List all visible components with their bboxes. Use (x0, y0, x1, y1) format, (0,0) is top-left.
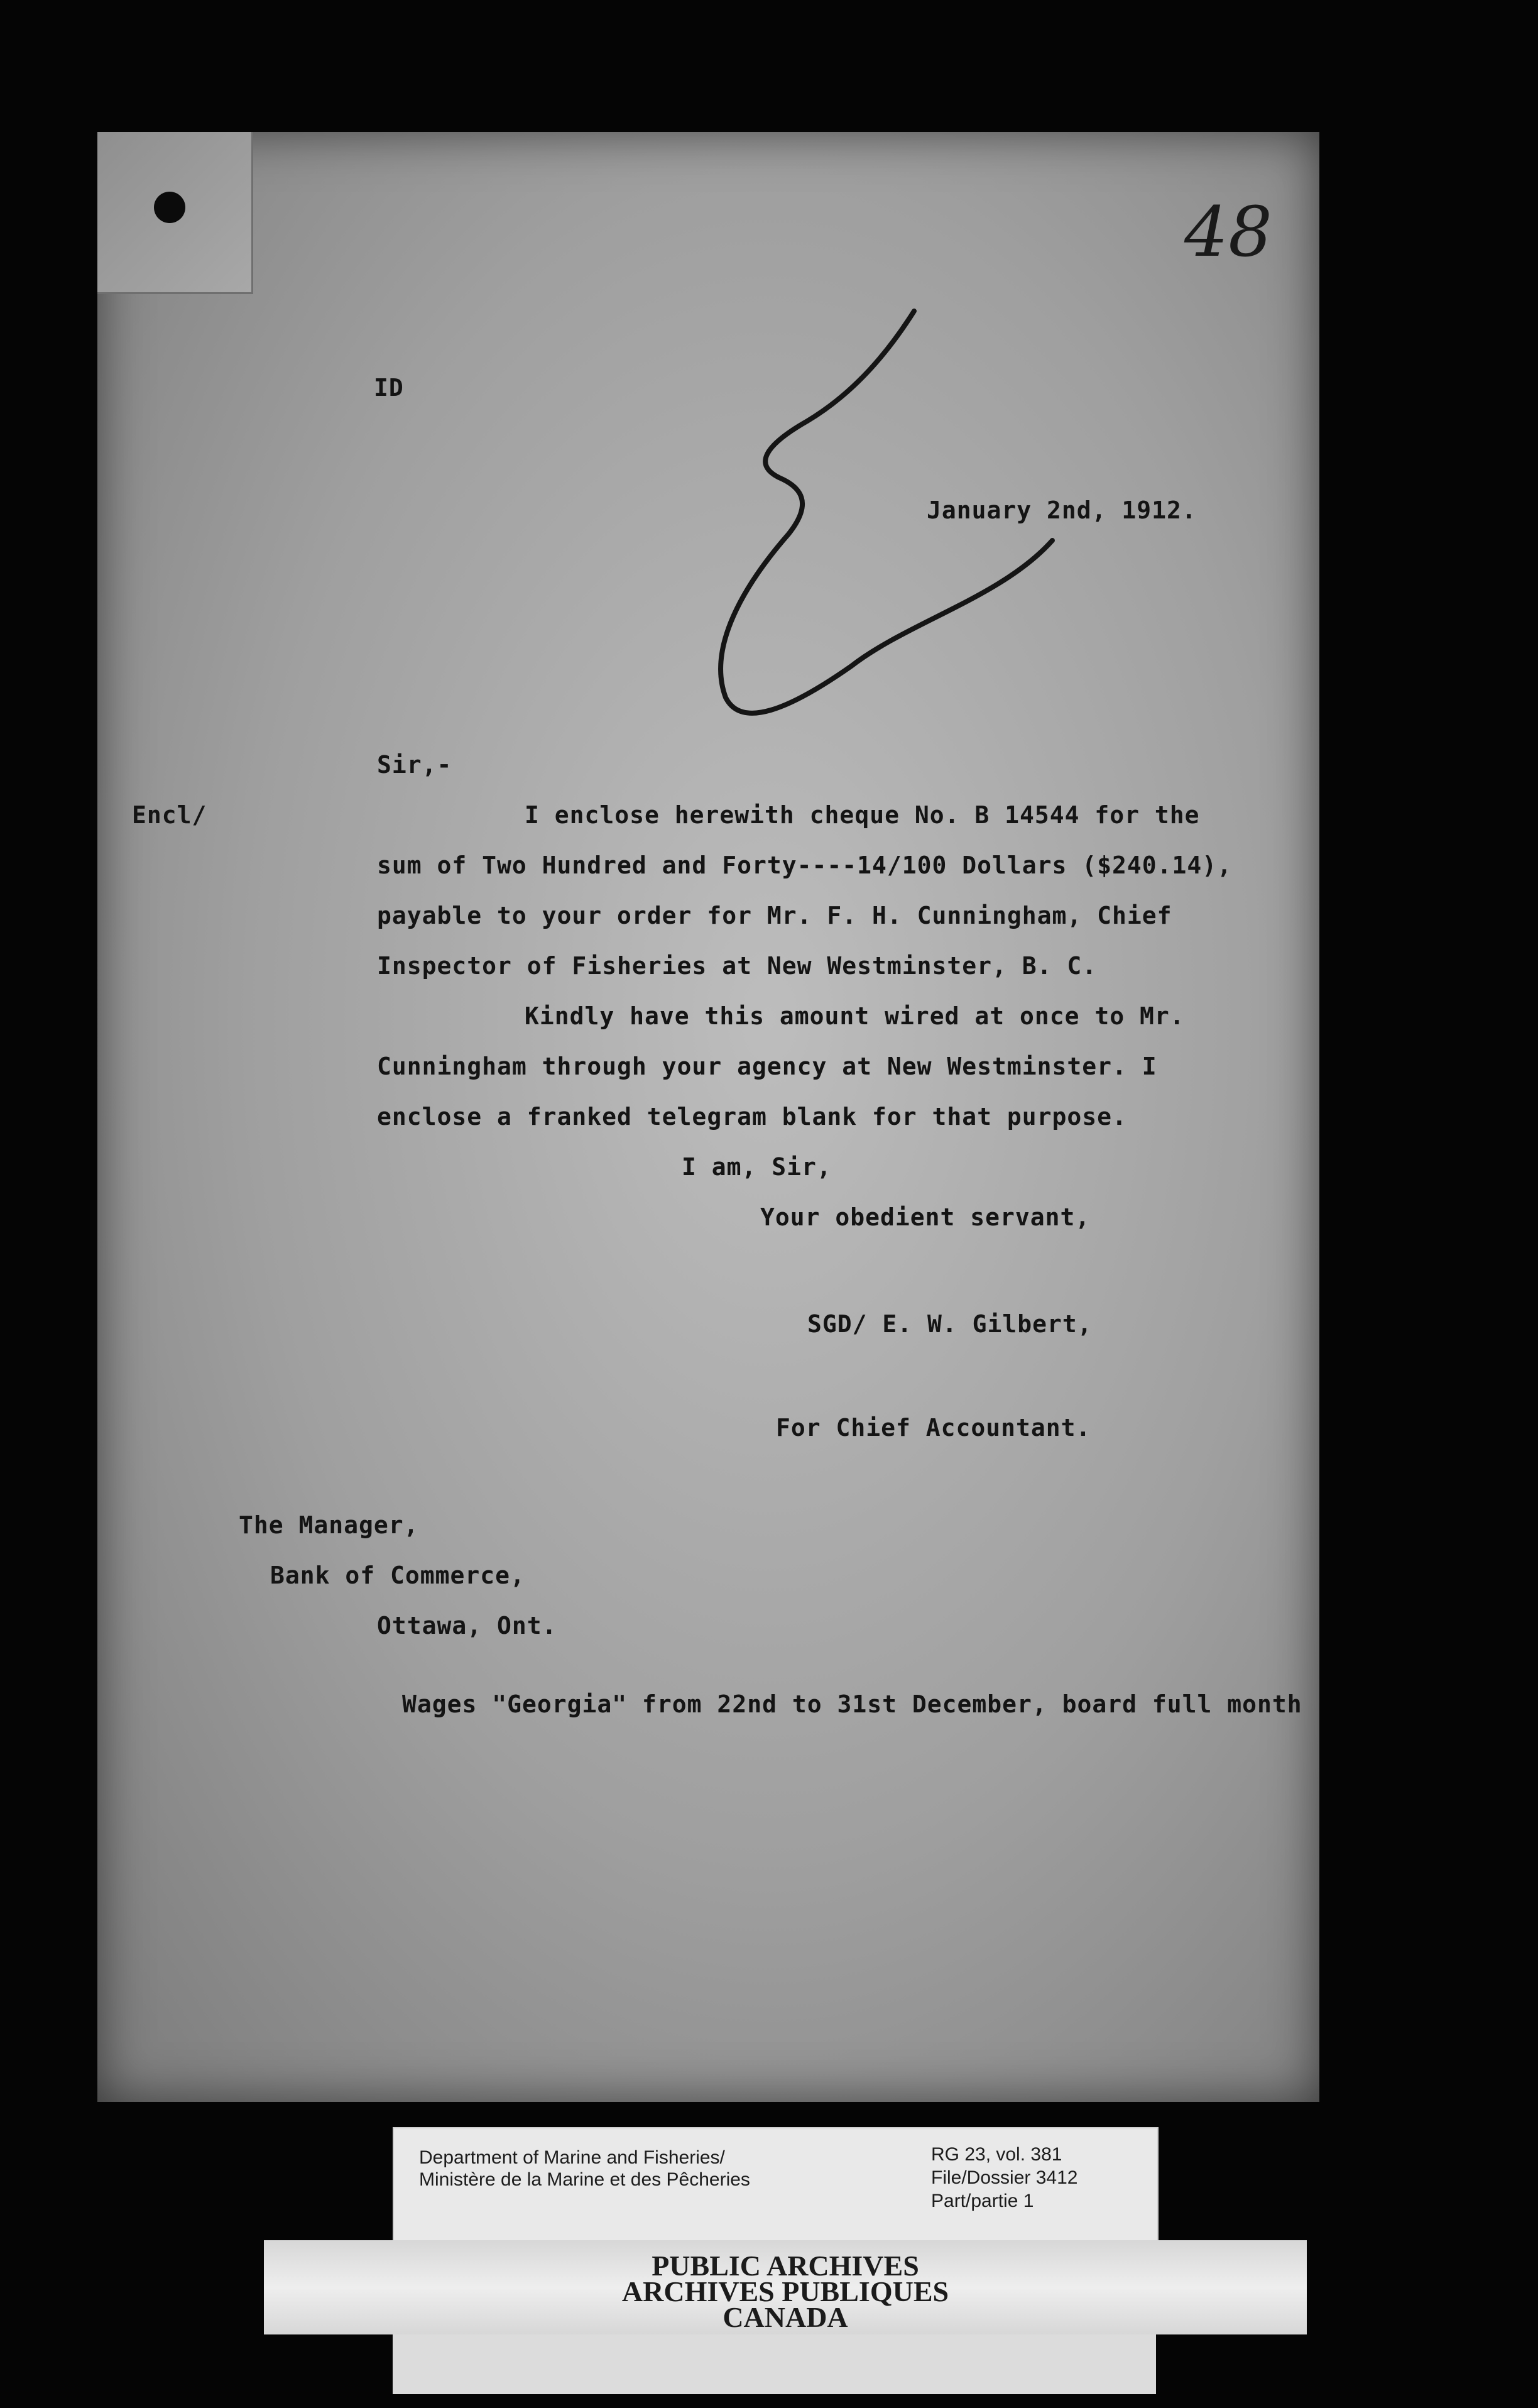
body-line: Kindly have this amount wired at once to Mr. (525, 1002, 1185, 1030)
stamp-line: CANADA (723, 2301, 848, 2333)
department-fr: Ministère de la Marine et des Pêcheries (419, 2169, 750, 2190)
body-line: Inspector of Fisheries at New Westminster, B. C. (377, 952, 1098, 980)
wages-note: Wages "Georgia" from 22nd to 31st December, board full month (402, 1690, 1302, 1718)
department-en: Department of Marine and Fisheries/ (419, 2147, 725, 2168)
address-line: Bank of Commerce, (270, 1562, 525, 1589)
page-number: 48 (1184, 192, 1272, 272)
archives-stamp (264, 2240, 1307, 2334)
archive-label (393, 2127, 1159, 2255)
body-line: enclose a franked telegram blank for that purpose. (377, 1103, 1127, 1130)
stamp-line: PUBLIC ARCHIVES (652, 2250, 919, 2282)
initials: ID (374, 374, 404, 402)
label-strip (393, 2334, 1156, 2394)
file-number: File/Dossier 3412 (931, 2167, 1078, 2188)
letter-date: January 2nd, 1912. (927, 496, 1197, 524)
record-group: RG 23, vol. 381 (931, 2144, 1062, 2165)
punch-hole (154, 192, 185, 223)
address-line: Ottawa, Ont. (377, 1612, 557, 1639)
stamp-line: ARCHIVES PUBLIQUES (621, 2275, 949, 2307)
signature-title: For Chief Accountant. (776, 1414, 1091, 1442)
margin-note: Encl/ (132, 801, 207, 829)
salutation: Sir,- (377, 751, 452, 779)
body-line: sum of Two Hundred and Forty----14/100 Dollars ($240.14), (377, 851, 1233, 879)
body-line: Cunningham through your agency at New Westminster. I (377, 1053, 1157, 1080)
address-line: The Manager, (239, 1511, 419, 1539)
signature: SGD/ E. W. Gilbert, (807, 1310, 1093, 1338)
closing-line: I am, Sir, (682, 1153, 832, 1181)
body-line: payable to your order for Mr. F. H. Cunningham, Chief (377, 902, 1172, 929)
letter-page (97, 132, 1319, 2102)
body-line: I enclose herewith cheque No. B 14544 for the (525, 801, 1200, 829)
part-number: Part/partie 1 (931, 2191, 1034, 2211)
closing-line: Your obedient servant, (760, 1203, 1091, 1231)
handwritten-mark (613, 295, 1103, 861)
